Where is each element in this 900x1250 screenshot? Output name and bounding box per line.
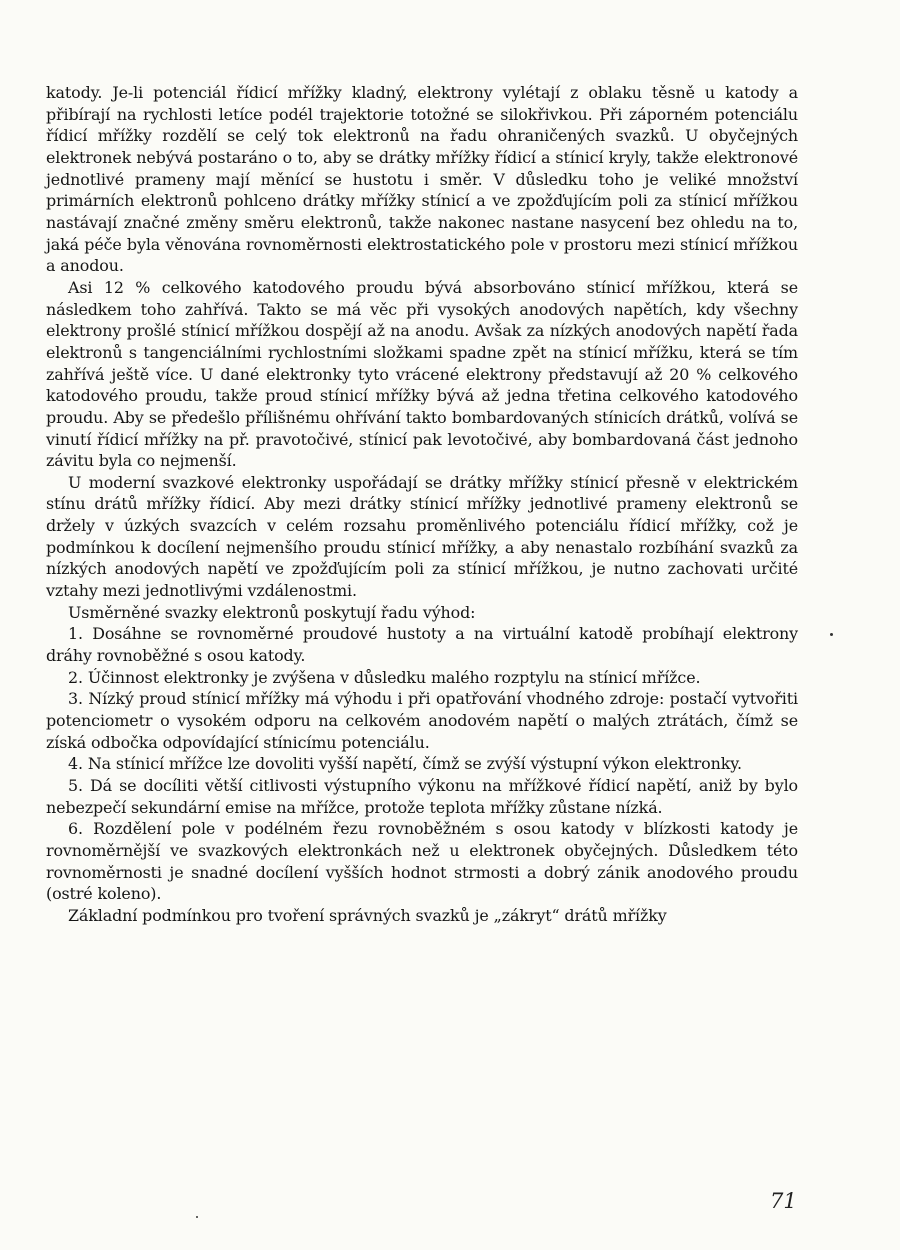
list-item-2: 2. Účinnost elektronky je zvýšena v důsledku malého rozptylu na stínicí mřížce. — [68, 667, 701, 687]
paragraph-2: Asi 12 % celkového katodového proudu bývá absorbováno stínicí mřížkou, která se následkem toho zahřívá. Takto se má věc při vysokých anodových napětích, kdy všechny elektrony prošlé stínicí mřížkou dospějí až na anodu. Avšak za nízkých anodových napětí řada elektronů s tangenciálními rychlostními složkami spadne zpět na stínicí mřížku, která se tím zahřívá ještě více. U dané elektronky tyto vrácené elektrony představují až 20 % celkového katodového proudu, takže proud stínicí mřížky bývá až jedna třetina celkového katodového proudu. Aby se předešlo přílišnému ohřívání takto bombardovaných stínicích drátků, volívá se vinutí řídicí mřížky na př. pravotočivé, stínicí pak levotočivé, aby bombardovaná část jednoho závitu byla co nejmenší. — [46, 277, 798, 471]
print-speck — [830, 633, 833, 636]
page-number: 71 — [770, 1189, 797, 1213]
list-item-1: 1. Dosáhne se rovnoměrné proudové hustoty a na virtuální katodě probíhají elektrony dráhy rovnoběžné s osou katody. — [46, 624, 798, 666]
list-item-3: 3. Nízký proud stínicí mřížky má výhodu i při opatřování vhodného zdroje: postačí vytvořiti potenciometr o vysokém odporu na celkovém anodovém napětí o malých ztrátách, čímž se získá odbočka odpovídající stínicímu potenciálu. — [46, 689, 798, 752]
print-speck — [196, 1216, 198, 1218]
paragraph-4: Usměrněné svazky elektronů poskytují řadu výhod: — [68, 602, 476, 622]
list-item-5: 5. Dá se docíliti větší citlivosti výstupního výkonu na mřížkové řídicí napětí, aniž by bylo nebezpečí sekundární emise na mřížce, protože teplota mřížky zůstane nízká. — [46, 776, 798, 817]
list-item-4: 4. Na stínicí mřížce lze dovoliti vyšší napětí, čímž se zvýší výstupní výkon elektronky. — [68, 754, 742, 774]
list-item-6: 6. Rozdělení pole v podélném řezu rovnoběžném s osou katody v blízkosti katody je rovnoměrnější ve svazkových elektronkách než u elektronek obyčejných. Důsledkem této rovnoměrnosti je snadné docílení vyšších hodnot strmosti a dobrý zánik anodového proudu (ostré koleno). — [46, 819, 798, 904]
paragraph-3: U moderní svazkové elektronky uspořádají se drátky mřížky stínicí přesně v elektrickém stínu drátů mřížky řídicí. Aby mezi drátky stínicí mřížky jednotlivé prameny elektronů se držely v úzkých svazcích v celém rozsahu proměnlivého potenciálu řídicí mřížky, což je podmínkou k docílení nejmenšího proudu stínicí mřížky, a aby nenastalo rozbíhání svazků za nízkých anodových napětí ve zpožďujícím poli za stínicí mřížkou, je nutno zachovati určité vztahy mezi jednotlivými vzdálenostmi. — [46, 472, 798, 601]
paragraph-final: Základní podmínkou pro tvoření správných svazků je „zákryt“ drátů mřížky — [68, 905, 667, 925]
paragraph-1: katody. Je-li potenciál řídicí mřížky kladný, elektrony vylétají z oblaku těsně u katody a přibírají na rychlosti letíce podél trajektorie totožné se silokřivkou. Při záporném potenciálu řídicí mřížky rozdělí se celý tok elektronů na řadu ohraničených svazků. U obyčejných elektronek nebývá postaráno o to, aby se drátky mřížky řídicí a stínicí kryly, takže elektronové jednotlivé prameny mají měnící se hustotu i směr. V důsledku toho je veliké množství primárních elektronů pohlceno drátky mřížky stínicí a ve zpožďujícím poli za stínicí mřížkou nastávají značné změny směru elektronů, takže nakonec nastane nasycení bez ohledu na to, jaká péče byla věnována rovnoměrnosti elektrostatického pole v prostoru mezi stínicí mřížkou a anodou. — [46, 83, 798, 276]
body-text — [46, 82, 798, 927]
